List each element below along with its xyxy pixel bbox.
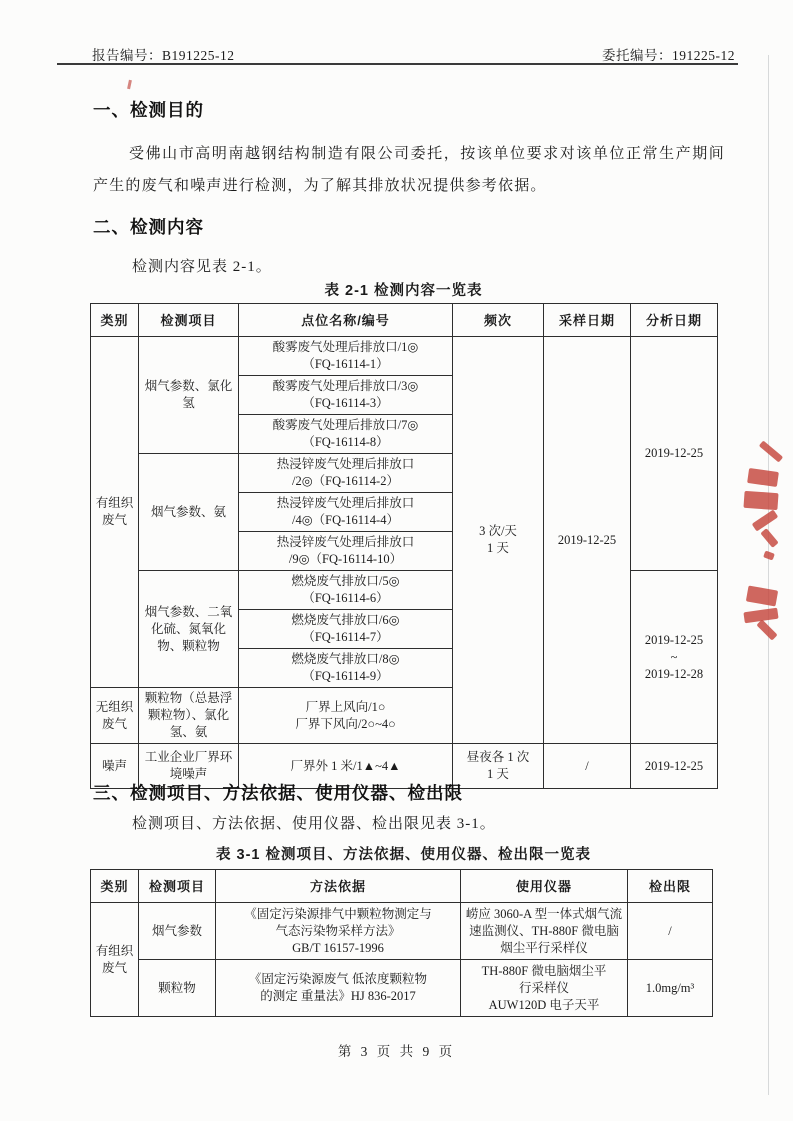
point-line: 酸雾废气处理后排放口/3◎ (272, 379, 419, 393)
point-code: （FQ-16114-8） (302, 435, 389, 449)
analysis-date-tilde: ~ (670, 649, 678, 664)
noise-frequency-cell (453, 744, 544, 789)
analysis-date-line: 2019-12-28 (644, 666, 704, 681)
analysis-date-cell: 2019-12-25 (631, 337, 718, 571)
point-line: 热浸锌废气处理后排放口 (276, 535, 415, 549)
instrument-line: TH-880F 微电脑烟尘平 (481, 963, 607, 978)
item-ammonia: 烟气参数、氨 (139, 454, 239, 571)
item-tsp-hcl-nh3: 颗粒物（总悬浮颗粒物）、氯化氢、氨 (139, 688, 239, 744)
point-line: 酸雾废气处理后排放口/7◎ (272, 418, 419, 432)
frequency-line: 3 次/天 (479, 524, 517, 538)
point-cell (239, 376, 453, 415)
sampling-date-cell: 2019-12-25 (544, 337, 631, 744)
t31-header-category: 类别 (91, 870, 139, 903)
section1-paragraph: 受佛山市高明南越钢结构制造有限公司委托，按该单位要求对该单位正常生产期间产生的废气和噪声进行检测，为了解其排放状况提供参考依据。 (93, 146, 725, 194)
t21-header-frequency: 频次 (453, 304, 544, 337)
page-number-footer: 第 3 页 共 9 页 (337, 1044, 456, 1059)
noise-sampling-date-cell: / (544, 744, 631, 789)
frequency-line: 1 天 (487, 541, 509, 555)
point-code: （FQ-16114-9） (302, 669, 389, 683)
point-line: 酸雾废气处理后排放口/1◎ (272, 340, 419, 354)
frequency-line: 昼夜各 1 次 (466, 750, 530, 764)
item-particulate: 颗粒物 (139, 960, 216, 1017)
point-cell (239, 454, 453, 493)
point-code: （FQ-16114-3） (302, 396, 389, 410)
red-seal-fragment-icon (738, 440, 793, 650)
point-cell (239, 532, 453, 571)
category-fugitive-gas: 无组织废气 (91, 688, 139, 744)
section2-intro: 检测内容见表 2-1。 (132, 259, 272, 275)
point-cell (239, 649, 453, 688)
table-row (91, 960, 713, 1017)
instrument-cell: 崂应 3060-A 型一体式烟气流速监测仪、TH-880F 微电脑烟尘平行采样仪 (461, 903, 628, 960)
table31-caption: 表 3-1 检测项目、方法依据、使用仪器、检出限一览表 (215, 847, 591, 863)
point-line: 燃烧废气排放口/5◎ (291, 574, 400, 588)
category-organized-gas: 有组织废气 (91, 903, 139, 1017)
frequency-cell (453, 337, 544, 744)
t31-header-method: 方法依据 (216, 870, 461, 903)
method-cell (216, 960, 461, 1017)
t31-header-item: 检测项目 (139, 870, 216, 903)
detection-limit-cell: 1.0mg/m³ (628, 960, 713, 1017)
section2-title: 二、检测内容 (93, 217, 204, 237)
noise-analysis-date-cell: 2019-12-25 (631, 744, 718, 789)
point-cell (239, 688, 453, 744)
point-code: /9◎（FQ-16114-10） (288, 552, 403, 566)
point-code: （FQ-16114-1） (302, 357, 389, 371)
point-line: 厂界上风向/1○ (305, 699, 386, 714)
method-line: GB/T 16157-1996 (292, 940, 384, 955)
table-2-1-monitoring-content (90, 303, 718, 789)
section3-intro: 检测项目、方法依据、使用仪器、检出限见表 3-1。 (132, 816, 496, 832)
item-flue-gas-params: 烟气参数 (139, 903, 216, 960)
point-line: 热浸锌废气处理后排放口 (276, 496, 415, 510)
table-row (91, 870, 713, 903)
method-line: 《固定污染源废气 低浓度颗粒物 (248, 972, 428, 986)
point-line: 厂界下风向/2○~4○ (295, 716, 396, 731)
instrument-line: AUW120D 电子天平 (488, 997, 600, 1012)
item-hcl: 烟气参数、氯化氢 (139, 337, 239, 454)
table-row (91, 304, 718, 337)
method-line: 气态污染物采样方法》 (275, 923, 401, 938)
point-line: 燃烧废气排放口/8◎ (291, 652, 400, 666)
point-cell: 厂界外 1 米/1▲~4▲ (239, 744, 453, 789)
instrument-cell (461, 960, 628, 1017)
point-cell (239, 415, 453, 454)
section1-title: 一、检测目的 (93, 100, 204, 120)
method-line: 《固定污染源排气中颗粒物测定与 (244, 906, 432, 921)
t21-header-analysis-date: 分析日期 (631, 304, 718, 337)
point-code: /2◎（FQ-16114-2） (292, 474, 399, 488)
instrument-line: 行采样仪 (518, 980, 569, 995)
frequency-line: 1 天 (487, 767, 509, 781)
category-organized-gas: 有组织废气 (91, 337, 139, 688)
table-row (91, 903, 713, 960)
section3-title: 三、检测项目、方法依据、使用仪器、检出限 (93, 783, 463, 803)
t21-header-point: 点位名称/编号 (239, 304, 453, 337)
point-code: /4◎（FQ-16114-4） (292, 513, 399, 527)
t31-header-instrument: 使用仪器 (461, 870, 628, 903)
report-number: 报告编号：B191225-12 (92, 48, 235, 63)
method-cell (216, 903, 461, 960)
detection-limit-cell: / (628, 903, 713, 960)
point-code: （FQ-16114-7） (302, 630, 389, 644)
point-line: 燃烧废气排放口/6◎ (291, 613, 400, 627)
point-cell (239, 571, 453, 610)
item-so2-nox-dust: 烟气参数、二氧化硫、氮氧化物、颗粒物 (139, 571, 239, 688)
header-divider (57, 63, 738, 65)
commission-number: 委托编号：191225-12 (602, 48, 735, 63)
red-ink-speck (127, 80, 132, 89)
analysis-date-line: 2019-12-25 (644, 632, 704, 647)
table-row (91, 337, 718, 376)
point-cell (239, 337, 453, 376)
point-cell (239, 493, 453, 532)
point-code: （FQ-16114-6） (302, 591, 389, 605)
t21-header-item: 检测项目 (139, 304, 239, 337)
analysis-date-range-cell (631, 571, 718, 744)
table-3-1-methods-instruments (90, 869, 713, 1017)
t21-header-category: 类别 (91, 304, 139, 337)
point-cell (239, 610, 453, 649)
t21-header-sampling-date: 采样日期 (544, 304, 631, 337)
item-boundary-noise: 工业企业厂界环境噪声 (139, 744, 239, 789)
category-noise: 噪声 (91, 744, 139, 789)
table21-caption: 表 2-1 检测内容一览表 (324, 283, 483, 299)
method-line: 的测定 重量法》HJ 836-2017 (260, 989, 416, 1003)
point-line: 热浸锌废气处理后排放口 (276, 457, 415, 471)
t31-header-detection-limit: 检出限 (628, 870, 713, 903)
